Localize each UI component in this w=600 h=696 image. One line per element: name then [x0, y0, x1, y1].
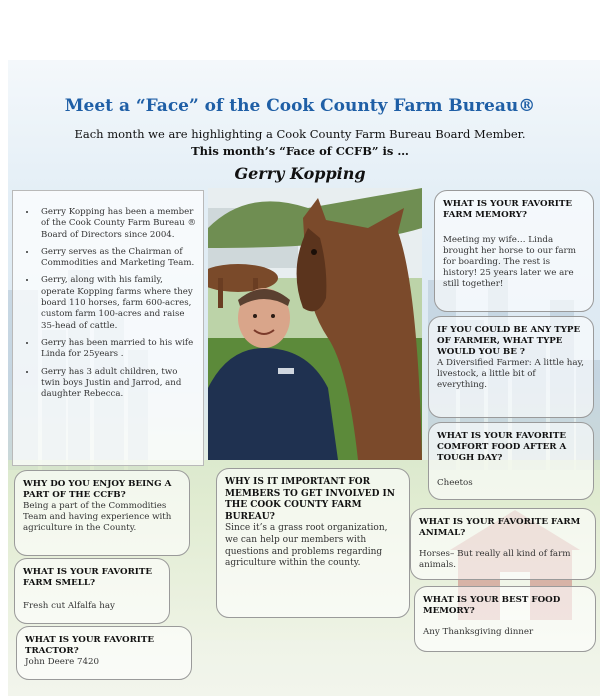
- qa-box-farm-animal: [410, 508, 596, 580]
- question-text: IF YOU COULD BE ANY TYPE OF FARMER, WHAT TYPE WOULD YOU BE ?: [437, 325, 581, 357]
- bio-list: [19, 207, 197, 400]
- qa-box-enjoy-ccfb: [14, 470, 190, 556]
- question-text: WHY DO YOU ENJOY BEING A PART OF THE CCFB?: [23, 479, 172, 500]
- bio-item: • Gerry Kopping has been a member of the Cook County Farm Bureau ® Board of Directors since 2004.: [37, 207, 197, 241]
- answer-text: Any Thanksgiving dinner: [423, 627, 534, 637]
- page-title: Meet a “Face” of the Cook County Farm Bureau®: [64, 96, 536, 116]
- question-text: WHAT IS YOUR FAVORITE COMFORT FOOD AFTER A TOUGH DAY?: [437, 431, 567, 463]
- answer-text: John Deere 7420: [25, 657, 100, 667]
- intro-text-2: This month’s “Face of CCFB” is …: [191, 144, 409, 158]
- qa-box-farm-memory: [434, 190, 594, 312]
- answer-text: Cheetos: [437, 478, 473, 488]
- question-text: WHAT IS YOUR FAVORITE FARM ANIMAL?: [419, 517, 581, 538]
- question-text: WHAT IS YOUR FAVORITE FARM SMELL?: [23, 567, 152, 588]
- member-photo-with-horse: [208, 188, 422, 460]
- intro-text: Each month we are highlighting a Cook County Farm Bureau Board Member.: [74, 127, 526, 141]
- question-text: WHAT IS YOUR FAVORITE TRACTOR?: [25, 635, 154, 656]
- answer-text: A Diversified Farmer: A little hay, livestock, a little bit of everything.: [437, 358, 585, 390]
- question-text: WHAT IS YOUR FAVORITE FARM MEMORY?: [443, 199, 572, 220]
- bio-item: • Gerry, along with his family, operate Kopping farms where they board 110 horses, farm 600-acres, custom farm 100-acres and raise 35-head of cattle.: [37, 275, 197, 331]
- answer-text: Meeting my wife… Linda brought her horse to our farm for boarding. The rest is history! 25 years later we are still together!: [443, 235, 576, 289]
- member-name: Gerry Kopping: [234, 164, 366, 183]
- answer-text: Since it’s a grass root organization, we can help our members with questions and problems regarding agriculture within the county.: [225, 523, 388, 569]
- qa-box-farm-smell: [14, 558, 170, 624]
- answer-text: Fresh cut Alfalfa hay: [23, 601, 115, 611]
- bio-item: • Gerry serves as the Chairman of Commodities and Marketing Team.: [37, 247, 197, 270]
- answer-text: Being a part of the Commodities Team and having experience with agriculture in the County.: [23, 501, 172, 533]
- qa-box-food-memory: [414, 586, 596, 652]
- qa-box-tractor: [16, 626, 192, 680]
- qa-box-get-involved: [216, 468, 410, 618]
- question-text: WHY IS IT IMPORTANT FOR MEMBERS TO GET INVOLVED IN THE COOK COUNTY FARM BUREAU?: [225, 477, 395, 522]
- bio-panel: [12, 190, 204, 466]
- qa-box-comfort-food: [428, 422, 594, 500]
- question-text: WHAT IS YOUR BEST FOOD MEMORY?: [423, 595, 561, 616]
- bio-item: • Gerry has 3 adult children, two twin boys Justin and Jarrod, and daughter Rebecca.: [37, 367, 197, 401]
- bio-item: • Gerry has been married to his wife Linda for 25years .: [37, 338, 197, 361]
- qa-box-farmer-type: [428, 316, 594, 418]
- answer-text: Horses– But really all kind of farm animals.: [419, 549, 571, 570]
